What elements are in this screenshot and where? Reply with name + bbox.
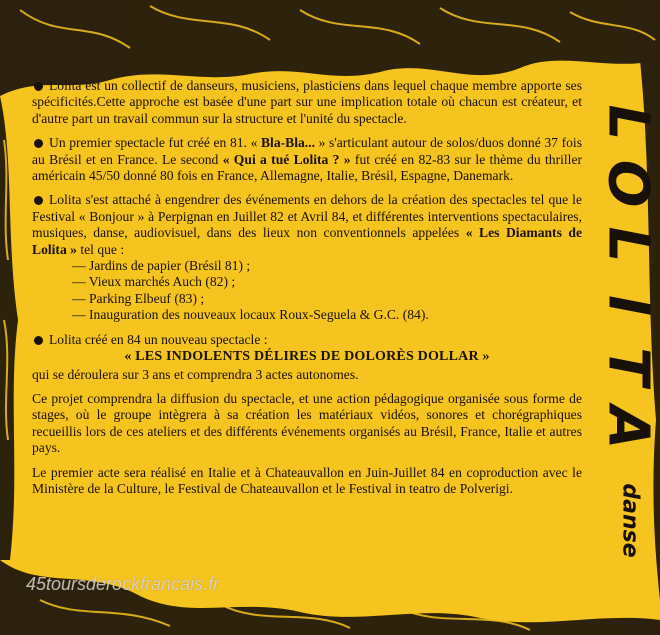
events-list xyxy=(72,258,582,324)
paragraph-new-show: Lolita créé en 84 un nouveau spectacle : xyxy=(32,332,582,348)
subtitle-danse: danse xyxy=(617,482,643,558)
list-item: — Jardins de papier (Brésil 81) ; xyxy=(72,258,582,274)
list-item: — Parking Elbeuf (83) ; xyxy=(72,291,582,307)
paragraph-events: Lolita s'est attaché à engendrer des événements en dehors de la création des spectacles tel que le Festival « Bonjour » à Perpignan en Juillet 82 et Avril 84, et différentes interventions spectaculaires, musiques, danse, audiovisuel, dans des lieux non conventionnels appelées « Les Diamants de Lolita » tel que : xyxy=(32,192,582,257)
paragraph-three-acts: qui se déroulera sur 3 ans et comprendra 3 actes autonomes. xyxy=(32,366,359,382)
list-item: — Vieux marchés Auch (82) ; xyxy=(72,274,582,290)
paragraph-project: Ce projet comprendra la diffusion du spectacle, et une action pédagogique organisée sous forme de stages, où le groupe intègrera à sa création les matériaux vidéos, sonores et chorégraphiques recueillis lors de ces ateliers et des différents événements organisés au Brésil, France, Italie et autres pays. xyxy=(32,390,582,456)
title-letter: A xyxy=(595,405,660,450)
paragraph-intro: Lolita est un collectif de danseurs, musiciens, plasticiens dans lequel chaque membre apporte ses spécificités.Cette approche est basée d'une part sur une implication totale où chacun est créateur, et d'autre part un travail commun sur la structure et l'unité du spectacle. xyxy=(32,78,582,126)
bullet-icon xyxy=(34,336,43,345)
bullet-icon xyxy=(34,82,43,91)
show-title: « LES INDOLENTS DÉLIRES DE DOLORÈS DOLLAR » xyxy=(124,349,490,365)
bullet-icon xyxy=(34,196,43,205)
list-item: — Inauguration des nouveaux locaux Roux-Seguela & G.C. (84). xyxy=(72,307,582,323)
title-letter: T xyxy=(595,347,660,386)
bullet-icon xyxy=(34,139,43,148)
paragraph-first-act: Le premier acte sera réalisé en Italie et à Chateauvallon en Juin-Juillet 84 en coproduction avec le Ministère de la Culture, le Festival de Chateauvallon et le Festival in teatro de Polverigi. xyxy=(32,464,582,496)
watermark: 45toursderockfrancais.fr xyxy=(26,574,220,594)
vertical-title-lolita xyxy=(596,92,660,458)
title-letter: I xyxy=(595,295,660,316)
title-letter: O xyxy=(595,159,660,208)
show-name-bla-bla: Bla-Bla... xyxy=(260,135,315,151)
paragraph-first-shows: Un premier spectacle fut créé en 81. « Bla-Bla... » s'articulant autour de solos/duos donné 37 fois au Brésil et en France. Le second « Qui a tué Lolita ? » fut créé en 82-83 sur le thème du thriller américain 45/50 donné 80 fois en France, Allemagne, Italie, Brésil, Espagne, Danemark. xyxy=(32,135,582,184)
title-letter: L xyxy=(595,104,660,141)
event-name-diamants: « Les Diamants de Lolita » xyxy=(32,225,582,257)
title-letter: L xyxy=(595,226,660,263)
vertical-subtitle xyxy=(600,480,660,560)
show-name-qui-a-tue-lolita: « Qui a tué Lolita ? » xyxy=(222,151,351,167)
body-text xyxy=(32,78,582,505)
